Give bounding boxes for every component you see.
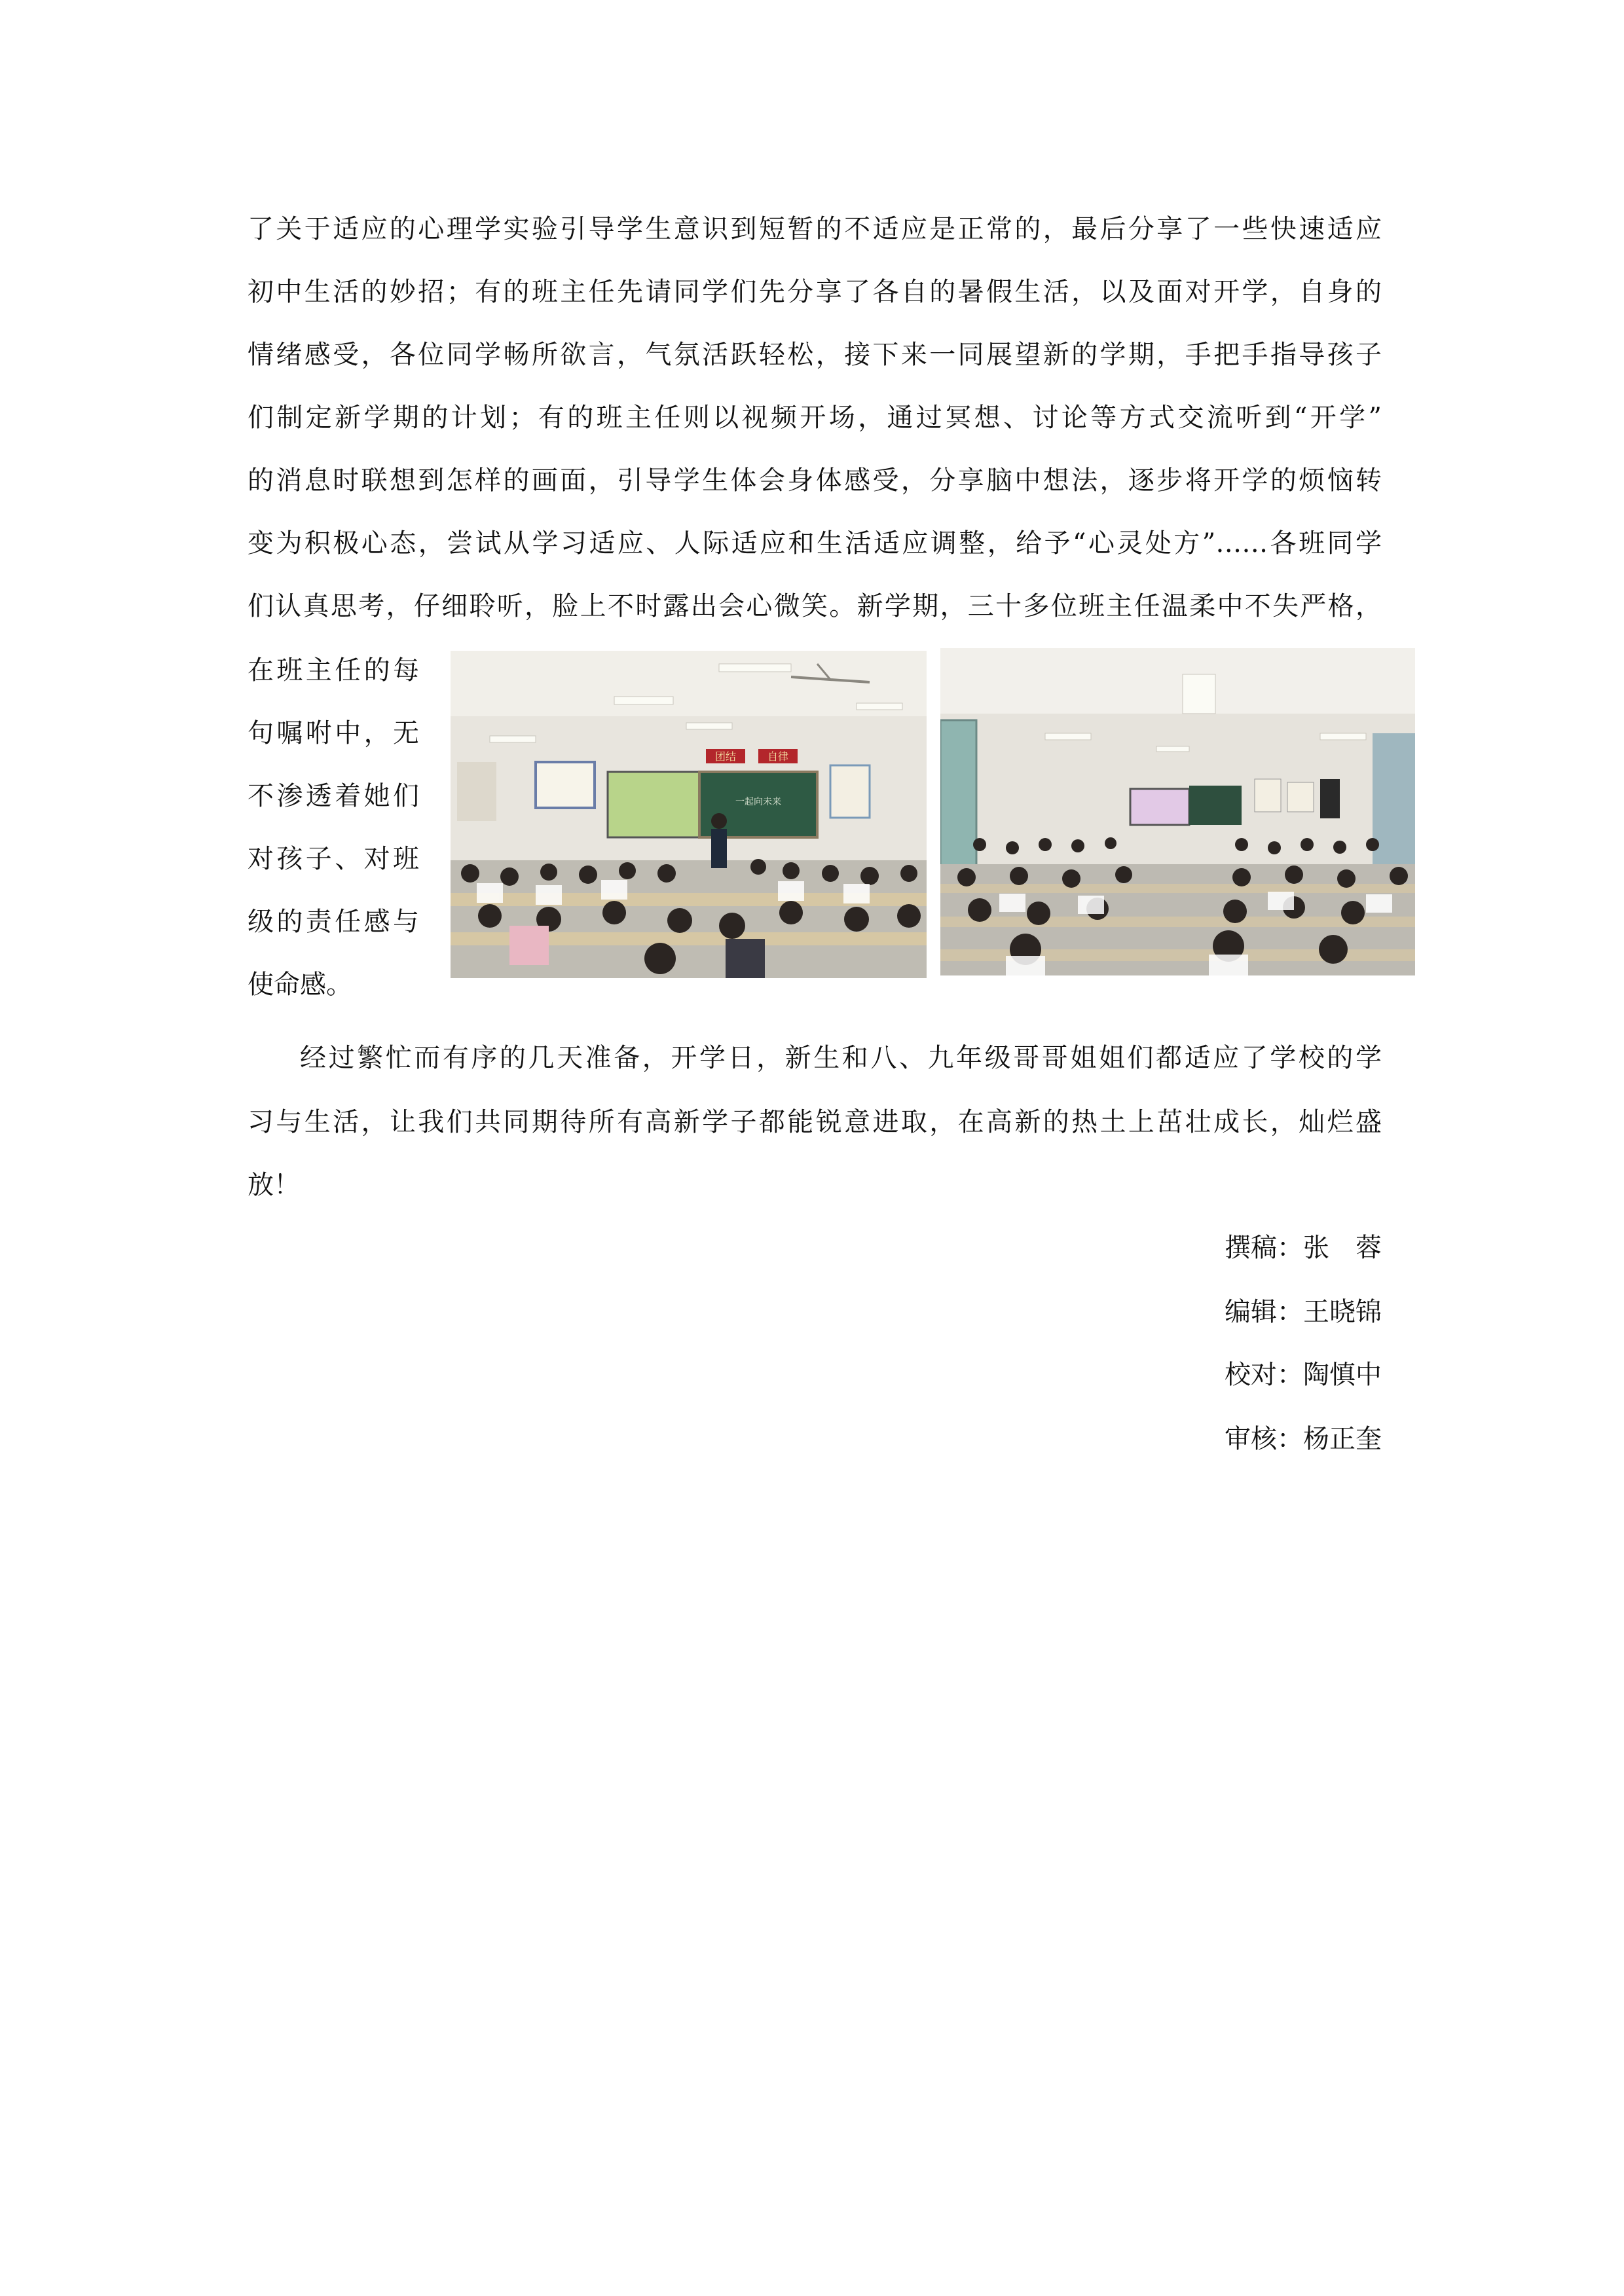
wrapped-line: 级的责任感与 xyxy=(248,907,419,937)
paragraph-line: 初中生活的妙招；有的班主任先请同学们先分享了各自的暑假生活，以及面对开学，自身的 xyxy=(248,277,1382,307)
wrapped-line: 在班主任的每 xyxy=(248,655,419,685)
credit-editor: 编辑：王晓锦 xyxy=(1225,1297,1382,1327)
board-slogan: 自律 xyxy=(767,750,789,763)
classroom-photo-left-image xyxy=(451,651,927,978)
classroom-photo-left xyxy=(451,651,927,978)
paragraph-line: 了关于适应的心理学实验引导学生意识到短暂的不适应是正常的，最后分享了一些快速适应 xyxy=(248,214,1382,244)
paragraph-line: 们认真思考，仔细聆听，脸上不时露出会心微笑。新学期，三十多位班主任温柔中不失严格， xyxy=(248,591,1382,621)
paragraph-line: 经过繁忙而有序的几天准备，开学日，新生和八、九年级哥哥姐姐们都适应了学校的学 xyxy=(300,1043,1382,1073)
paragraph-line: 的消息时联想到怎样的画面，引导学生体会身体感受，分享脑中想法，逐步将开学的烦恼转 xyxy=(248,465,1382,496)
wrapped-line: 不渗透着她们 xyxy=(248,781,419,811)
board-slogan: 团结 xyxy=(714,750,737,763)
paragraph-line: 放！ xyxy=(248,1170,300,1200)
paragraph-line: 习与生活，让我们共同期待所有高新学子都能锐意进取，在高新的热土上茁壮成长，灿烂盛 xyxy=(248,1107,1382,1137)
classroom-photo-right-image xyxy=(940,648,1415,975)
paragraph-line: 情绪感受，各位同学畅所欲言，气氛活跃轻松，接下来一同展望新的学期，手把手指导孩子 xyxy=(248,340,1382,370)
paragraph-line: 们制定新学期的计划；有的班主任则以视频开场，通过冥想、讨论等方式交流听到“开学” xyxy=(248,403,1382,433)
board-writing: 一起向未来 xyxy=(735,797,781,807)
credit-reviewer: 审核：杨正奎 xyxy=(1225,1424,1382,1454)
classroom-photo-right xyxy=(940,648,1415,975)
credit-proofreader: 校对：陶慎中 xyxy=(1225,1360,1382,1390)
wrapped-line: 使命感。 xyxy=(248,970,352,1000)
credit-writer: 撰稿：张 蓉 xyxy=(1225,1233,1382,1263)
wrapped-line: 对孩子、对班 xyxy=(248,844,419,874)
paragraph-line: 变为积极心态，尝试从学习适应、人际适应和生活适应调整，给予“心灵处方”……各班同学 xyxy=(248,528,1382,558)
wrapped-line: 句嘱咐中，无 xyxy=(248,718,419,748)
